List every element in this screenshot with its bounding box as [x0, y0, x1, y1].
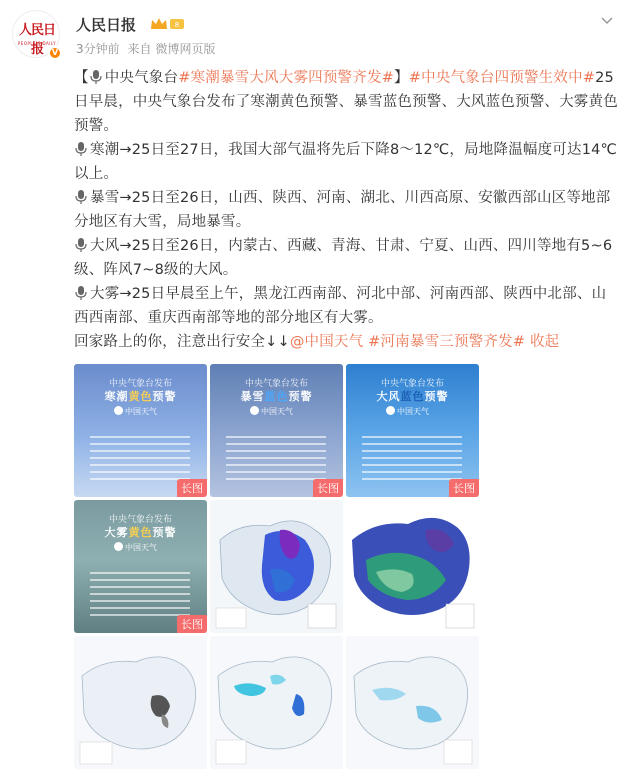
- poster-brand: 中国天气: [250, 406, 293, 417]
- image-blizzard-map[interactable]: [210, 500, 343, 633]
- poster-line1: 中央气象台发布: [244, 379, 308, 389]
- post-source: 微博网页版: [155, 42, 216, 56]
- poster-brand: 中国天气: [386, 406, 429, 417]
- wind-map: [346, 636, 479, 769]
- author-name[interactable]: 人民日报: [76, 16, 137, 34]
- long-image-tag: 长图: [177, 615, 207, 633]
- post-header: [10, 8, 618, 64]
- poster-title: 大风蓝色预警: [376, 390, 449, 403]
- temperature-map: [346, 500, 479, 633]
- weather-logo-icon: [114, 406, 123, 415]
- cold-wave-text: 寒潮→25日至27日，我国大部气温将先后下降8～12℃，局地降温幅度可达14℃以上。: [74, 142, 618, 182]
- hashtag-link-1[interactable]: #寒潮暴雪大风大雾四预警齐发#: [178, 70, 395, 86]
- image-cold-wave-poster[interactable]: [74, 364, 207, 497]
- verified-icon: V: [48, 46, 62, 60]
- poster-brand: 中国天气: [114, 542, 157, 553]
- image-snow-map[interactable]: [210, 636, 343, 769]
- fog-map: [74, 636, 207, 769]
- avatar-logo-sub: PEOPLE'S DAILY: [17, 41, 57, 46]
- paragraph-gale: [74, 234, 618, 282]
- paragraph-closing: [74, 330, 618, 354]
- weather-logo-icon: [114, 542, 123, 551]
- microphone-icon: [74, 141, 88, 157]
- poster-title: 暴雪蓝色预警: [240, 390, 313, 403]
- paragraph-blizzard: [74, 186, 618, 234]
- closing-text: 回家路上的你，注意出行安全↓↓: [74, 334, 290, 350]
- post-meta: [76, 40, 220, 57]
- weather-logo-icon: [250, 406, 259, 415]
- image-gale-poster[interactable]: [346, 364, 479, 497]
- bracket-open: 【: [74, 70, 89, 86]
- poster-text-block: [362, 436, 462, 485]
- image-fog-map[interactable]: [74, 636, 207, 769]
- paragraph-cold-wave: [74, 138, 618, 186]
- chevron-down-icon[interactable]: [600, 14, 614, 28]
- hashtag-link-2[interactable]: #中央气象台四预警生效中#: [408, 70, 596, 86]
- image-blizzard-poster[interactable]: [210, 364, 343, 497]
- poster-brand: 中国天气: [114, 406, 157, 417]
- paragraph-intro: [74, 66, 618, 138]
- poster-text-block: [226, 436, 326, 485]
- fog-text: 大雾→25日早晨至上午，黑龙江西南部、河北中部、河南西部、陕西中北部、山西西南部、重庆西南部等地的部分地区有大雾。: [74, 286, 607, 326]
- microphone-icon: [74, 189, 88, 205]
- long-image-tag: 长图: [313, 479, 343, 497]
- image-grid: [74, 364, 480, 770]
- image-wind-map[interactable]: [346, 636, 479, 769]
- svg-text:8: 8: [174, 21, 180, 29]
- avatar-logo: 人民日报: [18, 23, 55, 57]
- poster-title: 寒潮黄色预警: [104, 390, 177, 403]
- poster-text-block: [90, 436, 190, 485]
- post-time[interactable]: 3分钟前: [76, 42, 120, 56]
- precipitation-map: [210, 500, 343, 633]
- paragraph-fog: [74, 282, 618, 330]
- post-body: [74, 66, 618, 354]
- poster-text-block: [90, 572, 190, 621]
- long-image-tag: 长图: [449, 479, 479, 497]
- poster-line1: 中央气象台发布: [380, 379, 444, 389]
- weather-logo-icon: [386, 406, 395, 415]
- microphone-icon: [89, 69, 103, 85]
- poster-title: 大雾黄色预警: [104, 526, 177, 539]
- intro-text: 25日早晨，中央气象台发布了寒潮黄色预警、暴雪蓝色预警、大风蓝色预警、大雾黄色预警。: [74, 70, 618, 134]
- hashtag-link-3[interactable]: #河南暴雪三预警齐发#: [368, 334, 526, 350]
- snow-map: [210, 636, 343, 769]
- poster-line1: 中央气象台发布: [108, 515, 172, 525]
- microphone-icon: [74, 237, 88, 253]
- bracket-close: 】: [394, 70, 409, 86]
- gale-text: 大风→25日至26日，内蒙古、西藏、青海、甘肃、宁夏、山西、四川等地有5~6级、阵风7~8级的大风。: [74, 238, 613, 278]
- source-text: 中央气象台: [104, 70, 179, 86]
- source-prefix: 来自: [127, 42, 152, 56]
- microphone-icon: [74, 285, 88, 301]
- collapse-link[interactable]: 收起: [529, 334, 560, 350]
- image-fog-poster[interactable]: [74, 500, 207, 633]
- image-temperature-map[interactable]: [346, 500, 479, 633]
- blizzard-text: 暴雪→25日至26日，山西、陕西、河南、湖北、川西高原、安徽西部山区等地部分地区有大雪，局地暴雪。: [74, 190, 611, 230]
- poster-line1: 中央气象台发布: [108, 379, 172, 389]
- long-image-tag: 长图: [177, 479, 207, 497]
- mention-link[interactable]: @中国天气: [289, 334, 364, 350]
- vip-crown-icon[interactable]: [149, 16, 185, 32]
